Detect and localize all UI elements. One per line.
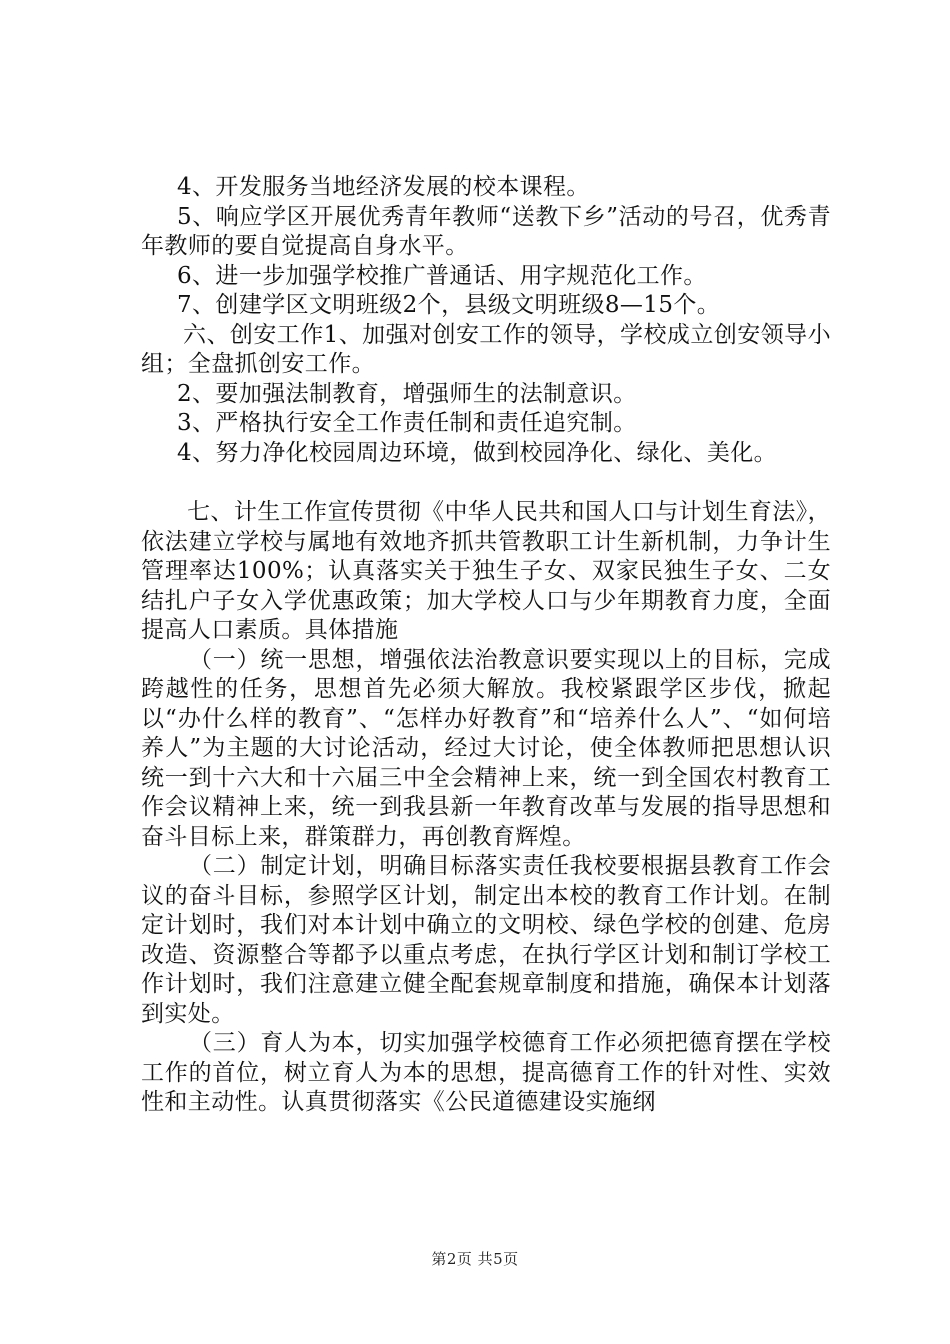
page-footer (0, 1248, 950, 1269)
paragraph-measure-3: （三）育人为本，切实加强学校德育工作必须把德育摆在学校工作的首位，树立育人为本的思想，提高德育工作的针对性、实效性和主动性。认真贯彻落实《公民道德建设实施纲 (141, 1030, 831, 1115)
paragraph-section-6-item-4: 4、努力净化校园周边环境，做到校园净化、绿化、美化。 (177, 439, 778, 466)
page-number-label: 第2页 共5页 (431, 1250, 519, 1268)
paragraph-item-7: 7、创建学区文明班级2个，县级文明班级8—15个。 (177, 292, 721, 318)
paragraph-section-6: 六、创安工作1、加强对创安工作的领导，学校成立创安领导小组；全盘抓创安工作。 (141, 321, 831, 377)
document-body (141, 173, 831, 1118)
paragraph-measure-1: （一）统一思想，增强依法治教意识要实现以上的目标，完成跨越性的任务，思想首先必须大解放。我校紧跟学区步伐，掀起以“办什么样的教育”、“怎样办好教育”和“培养什么人”、“如何培养人”为主题的大讨论活动，经过大讨论，使全体教师把思想认识统一到十六大和十六届三中全会精神上来，统一到全国农村教育工作会议精神上来，统一到我县新一年教育改革与发展的指导思想和奋斗目标上来，群策群力，再创教育辉煌。 (141, 646, 831, 850)
paragraph-section-6-item-3: 3、严格执行安全工作责任制和责任追究制。 (177, 410, 637, 436)
paragraph-measure-2: （二）制定计划，明确目标落实责任我校要根据县教育工作会议的奋斗目标，参照学区计划，制定出本校的教育工作计划。在制定计划时，我们对本计划中确立的文明校、绿色学校的创建、危房改造、资源整合等都予以重点考虑，在执行学区计划和制订学校工作计划时，我们注意建立健全配套规章制度和措施，确保本计划落到实处。 (141, 853, 831, 1027)
paragraph-section-7: 七、计生工作宣传贯彻《中华人民共和国人口与计划生育法》，依法建立学校与属地有效地齐抓共管教职工计生新机制，力争计生管理率达100%；认真落实关于独生子女、双家民独生子女、二女结扎户子女入学优惠政策；加大学校人口与少年期教育力度，全面提高人口素质。具体措施 (141, 499, 831, 643)
paragraph-section-6-item-2: 2、要加强法制教育，增强师生的法制意识。 (177, 380, 637, 407)
paragraph-item-5: 5、响应学区开展优秀青年教师“送教下乡”活动的号召，优秀青年教师的要自觉提高自身水平。 (141, 203, 831, 259)
paragraph-item-4: 4、开发服务当地经济发展的校本课程。 (177, 174, 590, 200)
paragraph-item-6: 6、进一步加强学校推广普通话、用字规范化工作。 (177, 262, 707, 289)
paragraph-gap (141, 468, 831, 498)
